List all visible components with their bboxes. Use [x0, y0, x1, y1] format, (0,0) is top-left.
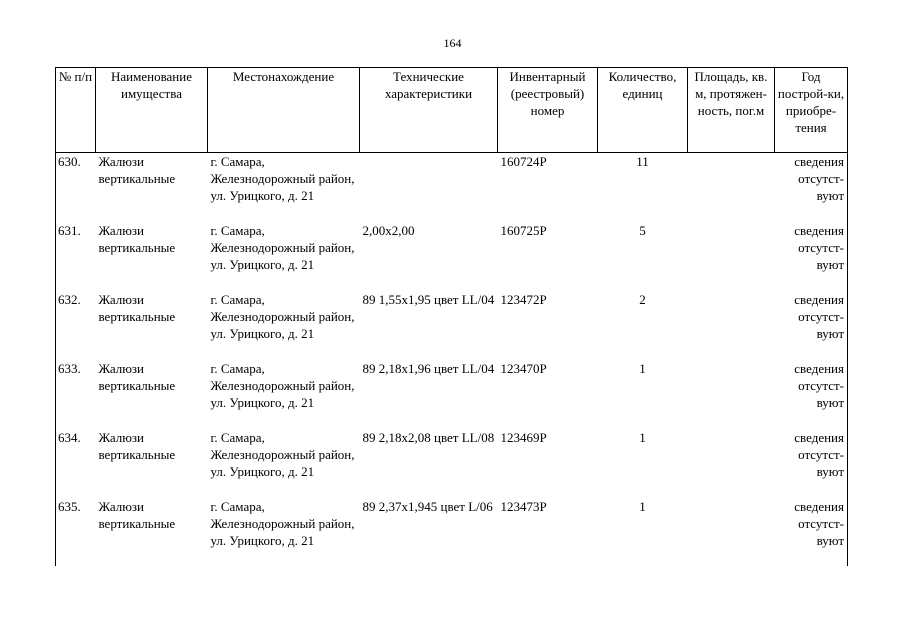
cell-number: 631. [56, 222, 96, 291]
page-number: 164 [443, 36, 462, 50]
cell-inventory: 160724Р [500, 154, 547, 169]
cell-inventory: 123473Р [500, 498, 547, 514]
cell-area [688, 360, 775, 429]
cell-inventory: 123472Р [500, 291, 547, 307]
cell-year: сведения отсутст-вуют [775, 429, 848, 498]
cell-number: 630. [56, 153, 96, 222]
cell-tech: 89 1,55х1,95 цвет LL/04 [362, 291, 495, 307]
table-row [56, 153, 848, 222]
cell-number: 635. [56, 498, 96, 566]
table-row [56, 291, 848, 360]
cell-number: 633. [56, 360, 96, 429]
table-row [56, 498, 848, 566]
cell-name: Жалюзи вертикальные [98, 154, 176, 186]
cell-inventory: 123470Р [500, 360, 547, 376]
cell-year: сведения отсутст-вуют [775, 498, 848, 566]
table-row [56, 429, 848, 498]
cell-location: г. Самара, Железнодорожный район, ул. Урицкого, д. 21 [210, 291, 355, 341]
cell-inventory: 160725Р [500, 222, 547, 238]
cell-area [688, 429, 775, 498]
cell-quantity: 2 [639, 291, 646, 307]
cell-year: сведения отсутст-вуют [775, 153, 848, 222]
cell-location: г. Самара, Железнодорожный район, ул. Урицкого, д. 21 [210, 429, 355, 479]
header-number: № п/п [56, 68, 96, 153]
table-header-row [56, 68, 848, 153]
header-inventory: Инвентарный (реестровый) номер [498, 68, 598, 153]
cell-quantity: 1 [639, 429, 646, 445]
cell-year: сведения отсутст-вуют [775, 291, 848, 360]
cell-name: Жалюзи вертикальные [98, 429, 176, 462]
cell-inventory: 123469Р [500, 429, 547, 445]
header-quantity: Количество, единиц [598, 68, 688, 153]
cell-tech: 89 2,37х1,945 цвет L/06 [362, 498, 493, 514]
cell-number: 634. [56, 429, 96, 498]
cell-year: сведения отсутст-вуют [775, 360, 848, 429]
cell-location: г. Самара, Железнодорожный район, ул. Урицкого, д. 21 [210, 498, 355, 548]
cell-name: Жалюзи вертикальные [98, 360, 176, 393]
header-tech: Технические характеристики [360, 68, 498, 153]
cell-area [688, 222, 775, 291]
cell-location: г. Самара, Железнодорожный район, ул. Урицкого, д. 21 [210, 360, 355, 410]
table-row [56, 360, 848, 429]
cell-area [688, 291, 775, 360]
header-name: Наименование имущества [96, 68, 208, 153]
cell-year: сведения отсутст-вуют [775, 222, 848, 291]
cell-tech: 89 2,18х2,08 цвет LL/08 [362, 429, 495, 445]
cell-tech: 89 2,18х1,96 цвет LL/04 [362, 360, 495, 376]
cell-tech: 2,00х2,00 [362, 222, 415, 238]
cell-location: г. Самара, Железнодорожный район, ул. Урицкого, д. 21 [210, 222, 355, 272]
cell-number: 632. [56, 291, 96, 360]
header-year: Год построй-ки, приобре-тения [775, 68, 848, 153]
cell-quantity: 1 [639, 360, 646, 376]
cell-name: Жалюзи вертикальные [98, 222, 176, 255]
cell-name: Жалюзи вертикальные [98, 498, 176, 531]
cell-quantity: 5 [639, 222, 646, 238]
property-table [55, 67, 848, 566]
cell-quantity: 1 [639, 498, 646, 514]
cell-name: Жалюзи вертикальные [98, 291, 176, 324]
header-location: Местонахождение [208, 68, 360, 153]
cell-area [688, 498, 775, 566]
cell-location: г. Самара, Железнодорожный район, ул. Урицкого, д. 21 [210, 154, 355, 203]
cell-tech [360, 153, 498, 222]
table-row [56, 222, 848, 291]
cell-area [688, 153, 775, 222]
cell-quantity: 11 [636, 154, 649, 169]
header-area: Площадь, кв. м, протяжен-ность, пог.м [688, 68, 775, 153]
